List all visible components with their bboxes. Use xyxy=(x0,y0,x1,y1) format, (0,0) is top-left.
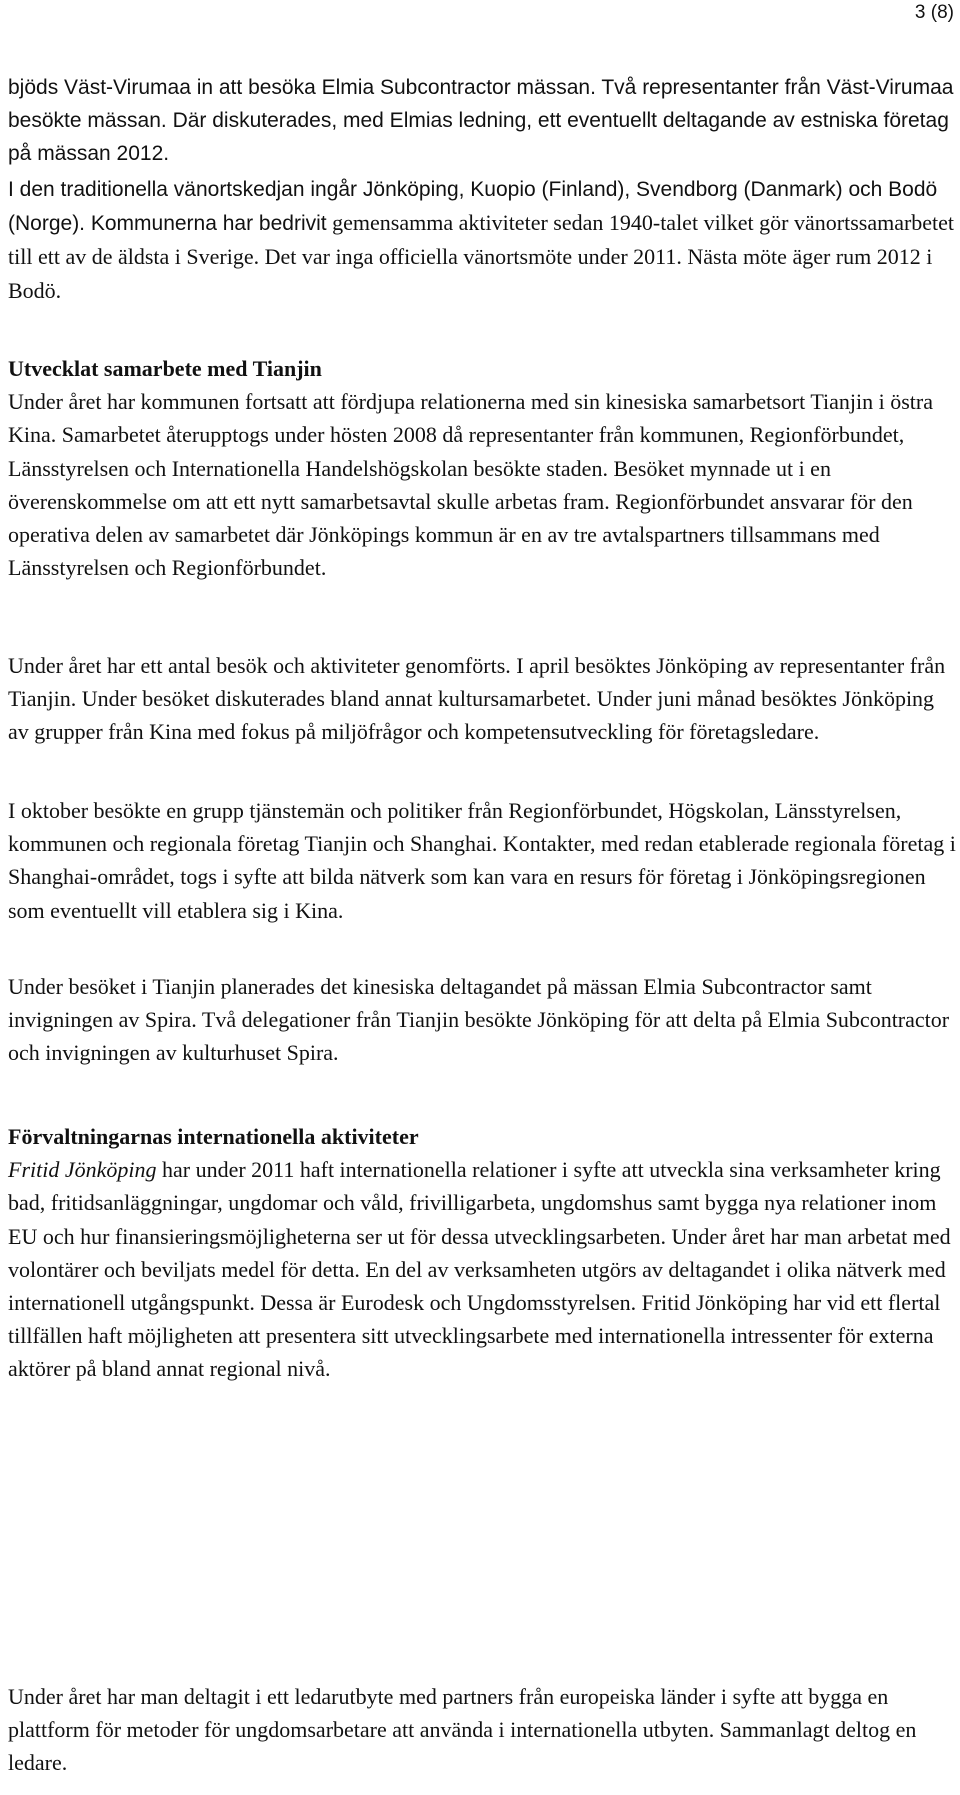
administrations-heading: Förvaltningarnas internationella aktiviteter xyxy=(8,1124,419,1149)
administrations-paragraph-1: har under 2011 haft internationella relationer i syfte att utveckla sina verksamheter kring bad, fritidsanläggningar, ungdomar och våld, frivilligarbeta, ungdomshus samt bygga nya relationer inom EU och hur finansieringsmöjligheterna ser ut för dessa utvecklingsarbeten. Under året har man arbetat med volontärer och beviljats medel för detta. En del av verksamheten utgörs av deltagandet i olika nätverk med internationell utgångspunkt. Dessa är Eurodesk och Ungdomsstyrelsen. Fritid Jönköping har vid ett flertal tillfällen haft möjligheten att presentera sitt utvecklingsarbete med internationella intressenter för externa aktörer på bland annat regional nivå. xyxy=(8,1157,951,1382)
administrations-section xyxy=(8,1120,958,1386)
twin-towns-text-serif: gemensamma aktiviteter sedan 1940-talet vilket gör vänortssamarbetet till ett av de äldsta i Sverige. Det var inga officiella vänortsmöte under 2011. Nästa möte äger rum 2012 i Bodö. xyxy=(8,210,955,303)
tianjin-paragraph-1: Under året har kommunen fortsatt att fördjupa relationerna med sin kinesiska samarbetsort Tianjin i östra Kina. Samarbetet återupptogs under hösten 2008 då representanter från kommunen, Regionförbundet, Länsstyrelsen och Internationella Handelshögskolan besökte staden. Besöket mynnade ut i en överenskommelse om att ett nytt samarbetsavtal skulle arbetas fram. Regionförbundet ansvarar för den operativa delen av samarbetet där Jönköpings kommun är en av tre avtalspartners tillsammans med Länsstyrelsen och Regionförbundet. xyxy=(8,389,933,581)
page-number: 3 (8) xyxy=(914,2,954,23)
twin-towns-text-sans: I den traditionella vänortskedjan ingår Jönköping, Kuopio (Finland), Svendborg (Danmark) och Bodö (Norge). Kommunerna har bedrivit xyxy=(8,178,938,236)
tianjin-paragraph-2: Under året har ett antal besök och aktiviteter genomförts. I april besöktes Jönköping av representanter från Tianjin. Under besöket diskuterades bland annat kultursamarbetet. Under juni månad besöktes Jönköping av grupper från Kina med fokus på miljöfrågor och kompetensutveckling för företagsledare. xyxy=(8,653,946,745)
administrations-paragraph-2: Under året har man deltagit i ett ledarutbyte med partners från europeiska länder i syfte att bygga en plattform för metoder för ungdomsarbetare att använda i internationella utbyten. Sammanlagt deltog en ledare. xyxy=(8,1684,917,1776)
tianjin-paragraph-3: I oktober besökte en grupp tjänstemän och politiker från Regionförbundet, Högskolan, Länsstyrelsen, kommunen och regionala företag Tianjin och Shanghai. Kontakter, med redan etablerade regionala företag i Shanghai-området, togs i syfte att bilda nätverk som kan vara en resurs för företag i Jönköpingsregionen som eventuellt vill etablera sig i Kina. xyxy=(8,798,956,923)
fritid-jonkoping-name: Fritid Jönköping xyxy=(8,1157,157,1183)
tianjin-paragraph-4: Under besöket i Tianjin planerades det kinesiska deltagandet på mässan Elmia Subcontractor samt invigningen av Spira. Två delegationer från Tianjin besökte Jönköping för att delta på Elmia Subcontractor och invigningen av kulturhuset Spira. xyxy=(8,974,950,1066)
tianjin-section xyxy=(8,352,958,584)
tianjin-heading: Utvecklat samarbete med Tianjin xyxy=(8,356,322,381)
continuation-paragraph: bjöds Väst-Virumaa in att besöka Elmia Subcontractor mässan. Två representanter från Väst-Virumaa besökte mässan. Där diskuterades, med Elmias ledning, ett eventuellt deltagande av estniska företag på mässan 2012. xyxy=(8,76,954,166)
twin-towns-paragraph xyxy=(8,172,958,307)
